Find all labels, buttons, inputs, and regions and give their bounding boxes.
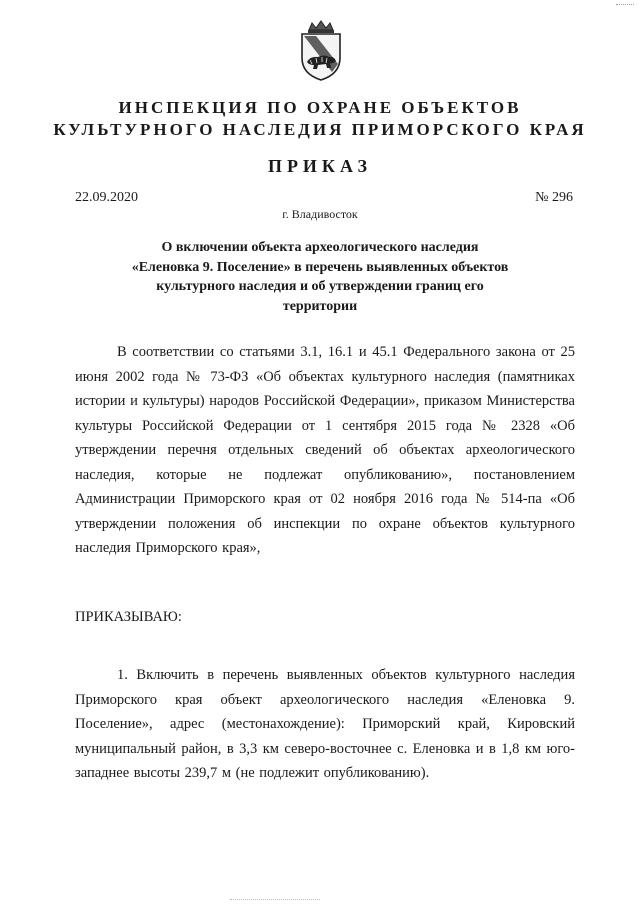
preamble-paragraph: В соответствии со статьями 3.1, 16.1 и 45.1 Федерального закона от 25 июня 2002 года № 73-ФЗ «Об объектах культурного наследия (памятниках истории и культуры) народов Российской Федерации», приказом Министерства культуры Российской Федерации от 1 сентября 2015 года № 2328 «Об утверждении перечня отдельных сведений об объектах археологического наследия, которые не подлежат опубликованию», постановлением Администрации Приморского края от 02 ноября 2016 года № 514-па «Об утверждении положения об инспекции по охране объектов культурного наследия Приморского края», xyxy=(75,344,575,556)
scan-artifact-bottom xyxy=(230,899,320,902)
document-city: г. Владивосток xyxy=(282,207,358,221)
organization-name-line2: КУЛЬТУРНОГО НАСЛЕДИЯ ПРИМОРСКОГО КРАЯ xyxy=(53,120,587,139)
document-type: ПРИКАЗ xyxy=(267,156,373,176)
document-date: 22.09.2020 xyxy=(75,190,138,205)
scan-artifact xyxy=(616,4,634,7)
document-number: № 296 xyxy=(535,190,573,205)
organization-name-line1: ИНСПЕКЦИЯ ПО ОХРАНЕ ОБЪЕКТОВ xyxy=(118,98,522,117)
document-subject: О включении объекта археологического наследия «Еленовка 9. Поселение» в перечень выявленных объектов культурного наследия и об утверждении границ его территории xyxy=(131,240,509,314)
order-item-1: 1. Включить в перечень выявленных объектов культурного наследия Приморского края объект археологического наследия «Еленовка 9. Поселение», адрес (местонахождение): Приморский край, Кировский муниципальный район, в 3,3 км северо-восточнее с. Еленовка и в 1,8 км юго-западнее высоты 239,7 м (не подлежит опубликованию). xyxy=(75,667,575,781)
order-word: ПРИКАЗЫВАЮ: xyxy=(75,609,182,625)
coat-of-arms-icon xyxy=(296,20,346,82)
